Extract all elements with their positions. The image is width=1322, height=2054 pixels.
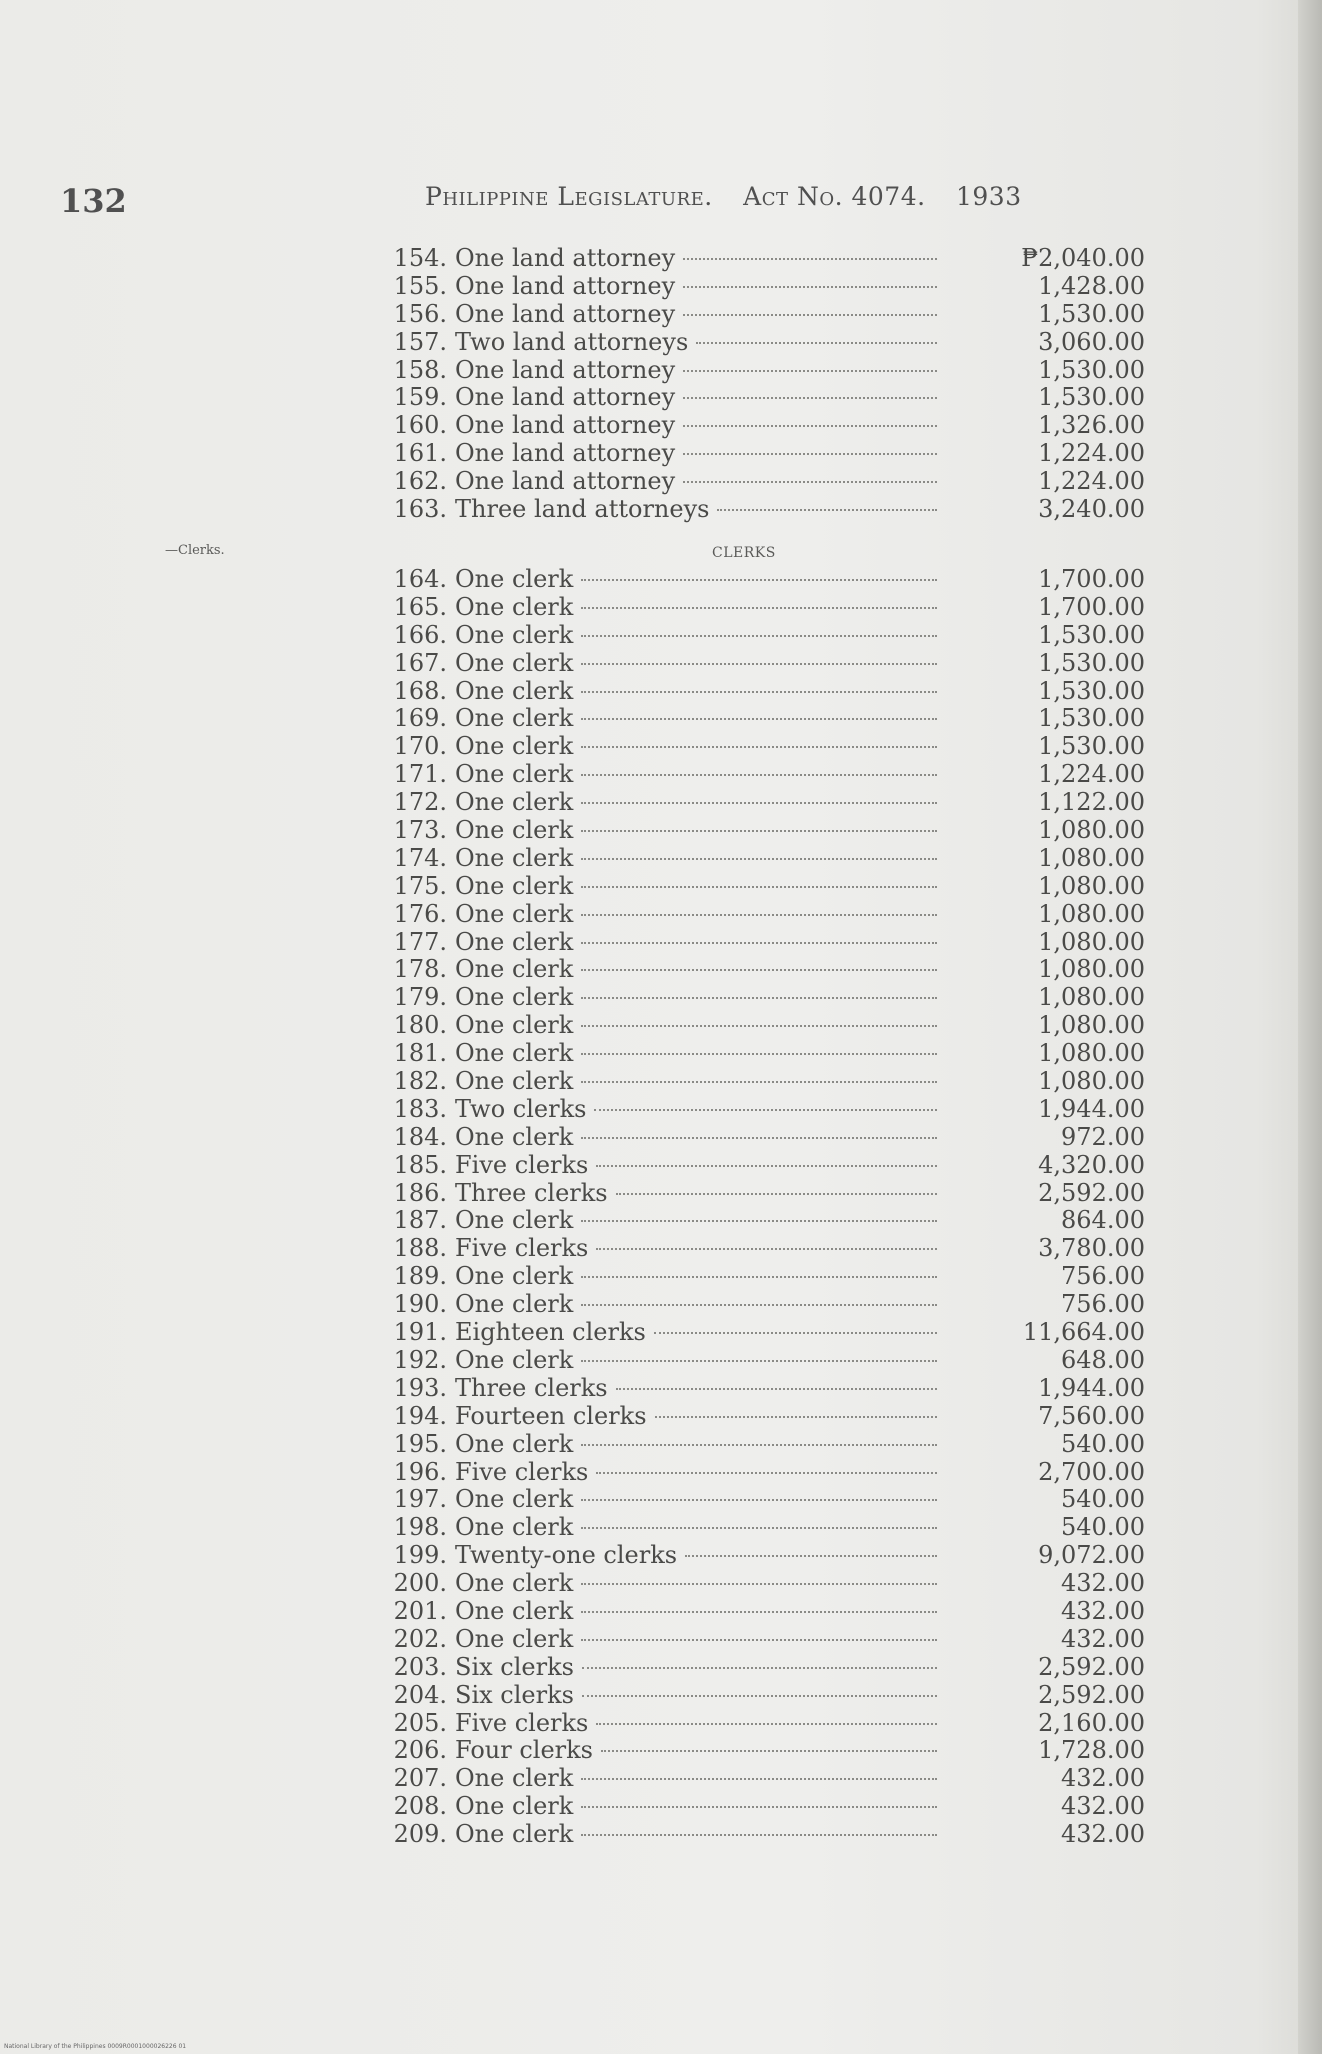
item-description: Five clerks	[455, 1708, 589, 1737]
table-row	[385, 384, 1145, 412]
item-description: Five clerks	[455, 1457, 589, 1486]
item-description: One clerk	[455, 1596, 574, 1625]
table-row	[385, 1570, 1145, 1598]
item-amount: 9,072.00	[1038, 1541, 1145, 1570]
item-amount: 648.00	[1061, 1345, 1145, 1374]
item-number: 158.	[393, 355, 447, 384]
item-amount: 432.00	[1061, 1596, 1145, 1625]
item-number: 203.	[393, 1652, 447, 1681]
dot-leader	[594, 1109, 937, 1111]
table-row	[385, 733, 1145, 761]
table-row	[385, 956, 1145, 984]
item-description: One land attorney	[455, 439, 676, 468]
item-number: 194.	[393, 1401, 447, 1430]
dot-leader	[601, 1750, 937, 1752]
item-description: One clerk	[455, 648, 574, 677]
dot-leader	[581, 969, 937, 971]
item-number: 177.	[393, 927, 447, 956]
item-number: 202.	[393, 1624, 447, 1653]
item-number: 200.	[393, 1569, 447, 1598]
item-amount: 1,428.00	[1038, 271, 1145, 300]
table-row	[385, 789, 1145, 817]
item-amount: 2,592.00	[1038, 1680, 1145, 1709]
table-row	[385, 1682, 1145, 1710]
page-number: 132	[60, 182, 127, 220]
table-row	[385, 1291, 1145, 1319]
item-description: One clerk	[455, 592, 574, 621]
item-amount: 7,560.00	[1038, 1401, 1145, 1430]
table-row	[385, 984, 1145, 1012]
item-amount: 1,530.00	[1038, 383, 1145, 412]
table-row	[385, 245, 1145, 273]
dot-leader	[581, 942, 937, 944]
item-description: One clerk	[455, 955, 574, 984]
item-number: 183.	[393, 1094, 447, 1123]
item-amount: 3,240.00	[1038, 495, 1145, 524]
item-description: Six clerks	[455, 1680, 574, 1709]
item-amount: 1,530.00	[1038, 648, 1145, 677]
table-row	[385, 678, 1145, 706]
dot-leader	[685, 1555, 937, 1557]
item-amount: 756.00	[1061, 1262, 1145, 1291]
item-description: One clerk	[455, 816, 574, 845]
item-amount: 1,700.00	[1038, 592, 1145, 621]
item-amount: 1,326.00	[1038, 411, 1145, 440]
item-description: One land attorney	[455, 467, 676, 496]
item-number: 175.	[393, 871, 447, 900]
item-description: One clerk	[455, 732, 574, 761]
item-amount: 1,080.00	[1038, 927, 1145, 956]
dot-leader	[581, 1137, 937, 1139]
table-row	[385, 1654, 1145, 1682]
item-amount: 1,224.00	[1038, 467, 1145, 496]
item-number: 208.	[393, 1792, 447, 1821]
table-row	[385, 705, 1145, 733]
item-number: 172.	[393, 788, 447, 817]
dot-leader	[581, 1444, 937, 1446]
dot-leader	[683, 370, 937, 372]
item-number: 162.	[393, 467, 447, 496]
item-description: One clerk	[455, 843, 574, 872]
item-number: 174.	[393, 843, 447, 872]
item-amount: 1,530.00	[1038, 355, 1145, 384]
item-number: 159.	[393, 383, 447, 412]
running-header	[425, 182, 1044, 211]
table-row	[385, 468, 1145, 496]
item-amount: 1,530.00	[1038, 620, 1145, 649]
dot-leader	[581, 1360, 937, 1362]
item-description: Four clerks	[455, 1736, 593, 1765]
table-row	[385, 1403, 1145, 1431]
item-number: 192.	[393, 1345, 447, 1374]
item-number: 163.	[393, 495, 447, 524]
item-number: 193.	[393, 1373, 447, 1402]
item-description: One clerk	[455, 620, 574, 649]
item-amount: 864.00	[1061, 1206, 1145, 1235]
item-amount: 1,080.00	[1038, 816, 1145, 845]
item-description: One clerk	[455, 1513, 574, 1542]
item-description: One land attorney	[455, 271, 676, 300]
dot-leader	[581, 607, 937, 609]
item-description: One clerk	[455, 1792, 574, 1821]
item-description: One clerk	[455, 1122, 574, 1151]
item-description: One clerk	[455, 1569, 574, 1598]
item-number: 187.	[393, 1206, 447, 1235]
dot-leader	[581, 1053, 937, 1055]
table-row	[385, 1737, 1145, 1765]
table-row	[385, 1486, 1145, 1514]
page-edge-shadow	[1298, 0, 1322, 2054]
item-description: One land attorney	[455, 383, 676, 412]
table-row	[385, 845, 1145, 873]
item-description: One clerk	[455, 760, 574, 789]
item-number: 169.	[393, 704, 447, 733]
dot-leader	[683, 286, 937, 288]
table-row	[385, 1040, 1145, 1068]
table-row	[385, 273, 1145, 301]
dot-leader	[581, 635, 937, 637]
item-number: 164.	[393, 565, 447, 593]
dot-leader	[683, 453, 937, 455]
item-description: One clerk	[455, 983, 574, 1012]
table-row	[385, 1068, 1145, 1096]
item-description: One clerk	[455, 704, 574, 733]
table-row	[385, 566, 1145, 594]
item-amount: 2,592.00	[1038, 1652, 1145, 1681]
table-row	[385, 1459, 1145, 1487]
item-number: 156.	[393, 299, 447, 328]
item-amount: 1,080.00	[1038, 1067, 1145, 1096]
table-row	[385, 650, 1145, 678]
item-description: One clerk	[455, 871, 574, 900]
dot-leader	[581, 746, 937, 748]
item-number: 166.	[393, 620, 447, 649]
item-description: One land attorney	[455, 411, 676, 440]
item-amount: 540.00	[1061, 1513, 1145, 1542]
dot-leader	[683, 425, 937, 427]
dot-leader	[581, 1220, 937, 1222]
item-amount: 432.00	[1061, 1569, 1145, 1598]
table-row	[385, 1012, 1145, 1040]
dot-leader	[596, 1165, 937, 1167]
item-description: One clerk	[455, 788, 574, 817]
item-number: 165.	[393, 592, 447, 621]
item-description: One clerk	[455, 1067, 574, 1096]
table-row	[385, 357, 1145, 385]
item-description: One clerk	[455, 1429, 574, 1458]
item-amount: 432.00	[1061, 1792, 1145, 1821]
dot-leader	[683, 258, 937, 260]
dot-leader	[683, 397, 937, 399]
dot-leader	[581, 691, 937, 693]
section-heading-clerks: CLERKS	[712, 545, 776, 561]
item-number: 206.	[393, 1736, 447, 1765]
table-row	[385, 1207, 1145, 1235]
dot-leader	[581, 718, 937, 720]
table-row	[385, 1124, 1145, 1152]
item-number: 195.	[393, 1429, 447, 1458]
dot-leader	[616, 1388, 937, 1390]
item-description: One land attorney	[455, 355, 676, 384]
dot-leader	[581, 1304, 937, 1306]
item-amount: ₱2,040.00	[1021, 244, 1145, 272]
dot-leader	[581, 997, 937, 999]
item-description: One clerk	[455, 1624, 574, 1653]
item-description: Five clerks	[455, 1150, 589, 1179]
item-description: Eighteen clerks	[455, 1318, 646, 1347]
item-number: 182.	[393, 1067, 447, 1096]
item-number: 161.	[393, 439, 447, 468]
item-description: Twenty-one clerks	[455, 1541, 678, 1570]
item-number: 178.	[393, 955, 447, 984]
item-number: 198.	[393, 1513, 447, 1542]
header-act: Act No. 4074.	[743, 182, 926, 211]
item-amount: 1,530.00	[1038, 732, 1145, 761]
item-number: 176.	[393, 899, 447, 928]
table-row	[385, 622, 1145, 650]
item-number: 170.	[393, 732, 447, 761]
item-amount: 11,664.00	[1022, 1318, 1145, 1347]
table-row	[385, 1626, 1145, 1654]
item-number: 181.	[393, 1039, 447, 1068]
table-row	[385, 1180, 1145, 1208]
item-amount: 1,944.00	[1038, 1094, 1145, 1123]
dot-leader	[596, 1248, 937, 1250]
dot-leader	[696, 342, 937, 344]
item-number: 168.	[393, 676, 447, 705]
item-number: 180.	[393, 1011, 447, 1040]
item-amount: 756.00	[1061, 1290, 1145, 1319]
dot-leader	[717, 509, 937, 511]
dot-leader	[581, 1499, 937, 1501]
table-row	[385, 1542, 1145, 1570]
dot-leader	[683, 481, 937, 483]
table-row	[385, 873, 1145, 901]
item-description: Two clerks	[455, 1094, 587, 1123]
dot-leader	[581, 663, 937, 665]
dot-leader	[581, 1276, 937, 1278]
dot-leader	[581, 1025, 937, 1027]
dot-leader	[596, 1723, 937, 1725]
dot-leader	[581, 1639, 937, 1641]
item-description: Three clerks	[455, 1178, 608, 1207]
table-row	[385, 412, 1145, 440]
item-number: 201.	[393, 1596, 447, 1625]
dot-leader	[683, 314, 937, 316]
item-amount: 1,080.00	[1038, 983, 1145, 1012]
item-number: 179.	[393, 983, 447, 1012]
item-number: 209.	[393, 1820, 447, 1849]
item-amount: 1,080.00	[1038, 1039, 1145, 1068]
item-description: One land attorney	[455, 299, 676, 328]
table-row	[385, 1710, 1145, 1738]
item-amount: 1,080.00	[1038, 1011, 1145, 1040]
item-number: 160.	[393, 411, 447, 440]
item-number: 184.	[393, 1122, 447, 1151]
table-row	[385, 817, 1145, 845]
item-description: Three land attorneys	[455, 495, 710, 524]
item-description: One clerk	[455, 1764, 574, 1793]
dot-leader	[581, 774, 937, 776]
item-amount: 432.00	[1061, 1624, 1145, 1653]
item-amount: 1,530.00	[1038, 676, 1145, 705]
table-row	[385, 1096, 1145, 1124]
item-description: One clerk	[455, 927, 574, 956]
item-number: 199.	[393, 1541, 447, 1570]
item-number: 173.	[393, 816, 447, 845]
item-amount: 2,160.00	[1038, 1708, 1145, 1737]
item-number: 185.	[393, 1150, 447, 1179]
item-amount: 1,224.00	[1038, 439, 1145, 468]
item-number: 189.	[393, 1262, 447, 1291]
table-row	[385, 1514, 1145, 1542]
item-description: Three clerks	[455, 1373, 608, 1402]
dot-leader	[581, 1834, 937, 1836]
item-number: 186.	[393, 1178, 447, 1207]
item-amount: 540.00	[1061, 1429, 1145, 1458]
item-number: 191.	[393, 1318, 447, 1347]
item-number: 190.	[393, 1290, 447, 1319]
dot-leader	[581, 914, 937, 916]
dot-leader	[582, 1667, 937, 1669]
item-amount: 1,080.00	[1038, 843, 1145, 872]
dot-leader	[581, 1583, 937, 1585]
dot-leader	[582, 1695, 937, 1697]
scan-footer: National Library of the Philippines 0009R0001000026226 01	[4, 2043, 187, 2050]
item-number: 171.	[393, 760, 447, 789]
item-number: 188.	[393, 1234, 447, 1263]
dot-leader	[581, 579, 937, 581]
dot-leader	[581, 1778, 937, 1780]
dot-leader	[581, 886, 937, 888]
item-amount: 1,224.00	[1038, 760, 1145, 789]
item-description: One clerk	[455, 565, 574, 593]
item-amount: 1,080.00	[1038, 955, 1145, 984]
table-row	[385, 1152, 1145, 1180]
item-amount: 1,700.00	[1038, 565, 1145, 593]
item-amount: 4,320.00	[1038, 1150, 1145, 1179]
item-description: One clerk	[455, 1206, 574, 1235]
item-amount: 1,080.00	[1038, 899, 1145, 928]
table-row	[385, 1235, 1145, 1263]
dot-leader	[581, 1081, 937, 1083]
dot-leader	[655, 1416, 937, 1418]
dot-leader	[581, 830, 937, 832]
item-amount: 1,728.00	[1038, 1736, 1145, 1765]
item-amount: 540.00	[1061, 1485, 1145, 1514]
dot-leader	[581, 1806, 937, 1808]
item-number: 157.	[393, 327, 447, 356]
table-row	[385, 1765, 1145, 1793]
dot-leader	[581, 1527, 937, 1529]
dot-leader	[616, 1193, 937, 1195]
header-year: 1933	[956, 182, 1022, 211]
dot-leader	[581, 858, 937, 860]
table-row	[385, 1375, 1145, 1403]
table-row	[385, 761, 1145, 789]
item-description: One land attorney	[455, 244, 676, 272]
item-number: 204.	[393, 1680, 447, 1709]
clerks-list	[385, 566, 1145, 1849]
item-description: One clerk	[455, 676, 574, 705]
dot-leader	[581, 802, 937, 804]
item-description: Two land attorneys	[455, 327, 689, 356]
table-row	[385, 929, 1145, 957]
table-row	[385, 329, 1145, 357]
item-description: One clerk	[455, 1039, 574, 1068]
item-amount: 1,122.00	[1038, 788, 1145, 817]
item-number: 196.	[393, 1457, 447, 1486]
item-description: One clerk	[455, 1485, 574, 1514]
table-row	[385, 496, 1145, 524]
item-number: 154.	[393, 244, 447, 272]
item-number: 197.	[393, 1485, 447, 1514]
item-amount: 432.00	[1061, 1764, 1145, 1793]
dot-leader	[654, 1332, 937, 1334]
item-description: One clerk	[455, 1262, 574, 1291]
item-amount: 1,944.00	[1038, 1373, 1145, 1402]
margin-note-clerks: —Clerks.	[165, 543, 225, 558]
item-description: One clerk	[455, 1290, 574, 1319]
item-amount: 3,780.00	[1038, 1234, 1145, 1263]
table-row	[385, 1319, 1145, 1347]
item-amount: 1,080.00	[1038, 871, 1145, 900]
table-row	[385, 1263, 1145, 1291]
table-row	[385, 440, 1145, 468]
item-amount: 432.00	[1061, 1820, 1145, 1849]
item-description: One clerk	[455, 899, 574, 928]
item-amount: 1,530.00	[1038, 704, 1145, 733]
header-legislature: Philippine Legislature.	[425, 182, 713, 211]
item-description: One clerk	[455, 1011, 574, 1040]
table-row	[385, 301, 1145, 329]
dot-leader	[596, 1472, 937, 1474]
item-amount: 2,700.00	[1038, 1457, 1145, 1486]
dot-leader	[581, 1611, 937, 1613]
item-amount: 1,530.00	[1038, 299, 1145, 328]
table-row	[385, 1431, 1145, 1459]
table-row	[385, 901, 1145, 929]
table-row	[385, 594, 1145, 622]
item-amount: 3,060.00	[1038, 327, 1145, 356]
item-number: 167.	[393, 648, 447, 677]
item-number: 155.	[393, 271, 447, 300]
table-row	[385, 1347, 1145, 1375]
table-row	[385, 1793, 1145, 1821]
item-description: Five clerks	[455, 1234, 589, 1263]
table-row	[385, 1821, 1145, 1849]
item-amount: 2,592.00	[1038, 1178, 1145, 1207]
item-amount: 972.00	[1061, 1122, 1145, 1151]
item-description: Fourteen clerks	[455, 1401, 647, 1430]
item-description: One clerk	[455, 1820, 574, 1849]
table-row	[385, 1598, 1145, 1626]
item-number: 207.	[393, 1764, 447, 1793]
item-description: Six clerks	[455, 1652, 574, 1681]
item-number: 205.	[393, 1708, 447, 1737]
item-description: One clerk	[455, 1345, 574, 1374]
land-attorneys-list	[385, 245, 1145, 524]
